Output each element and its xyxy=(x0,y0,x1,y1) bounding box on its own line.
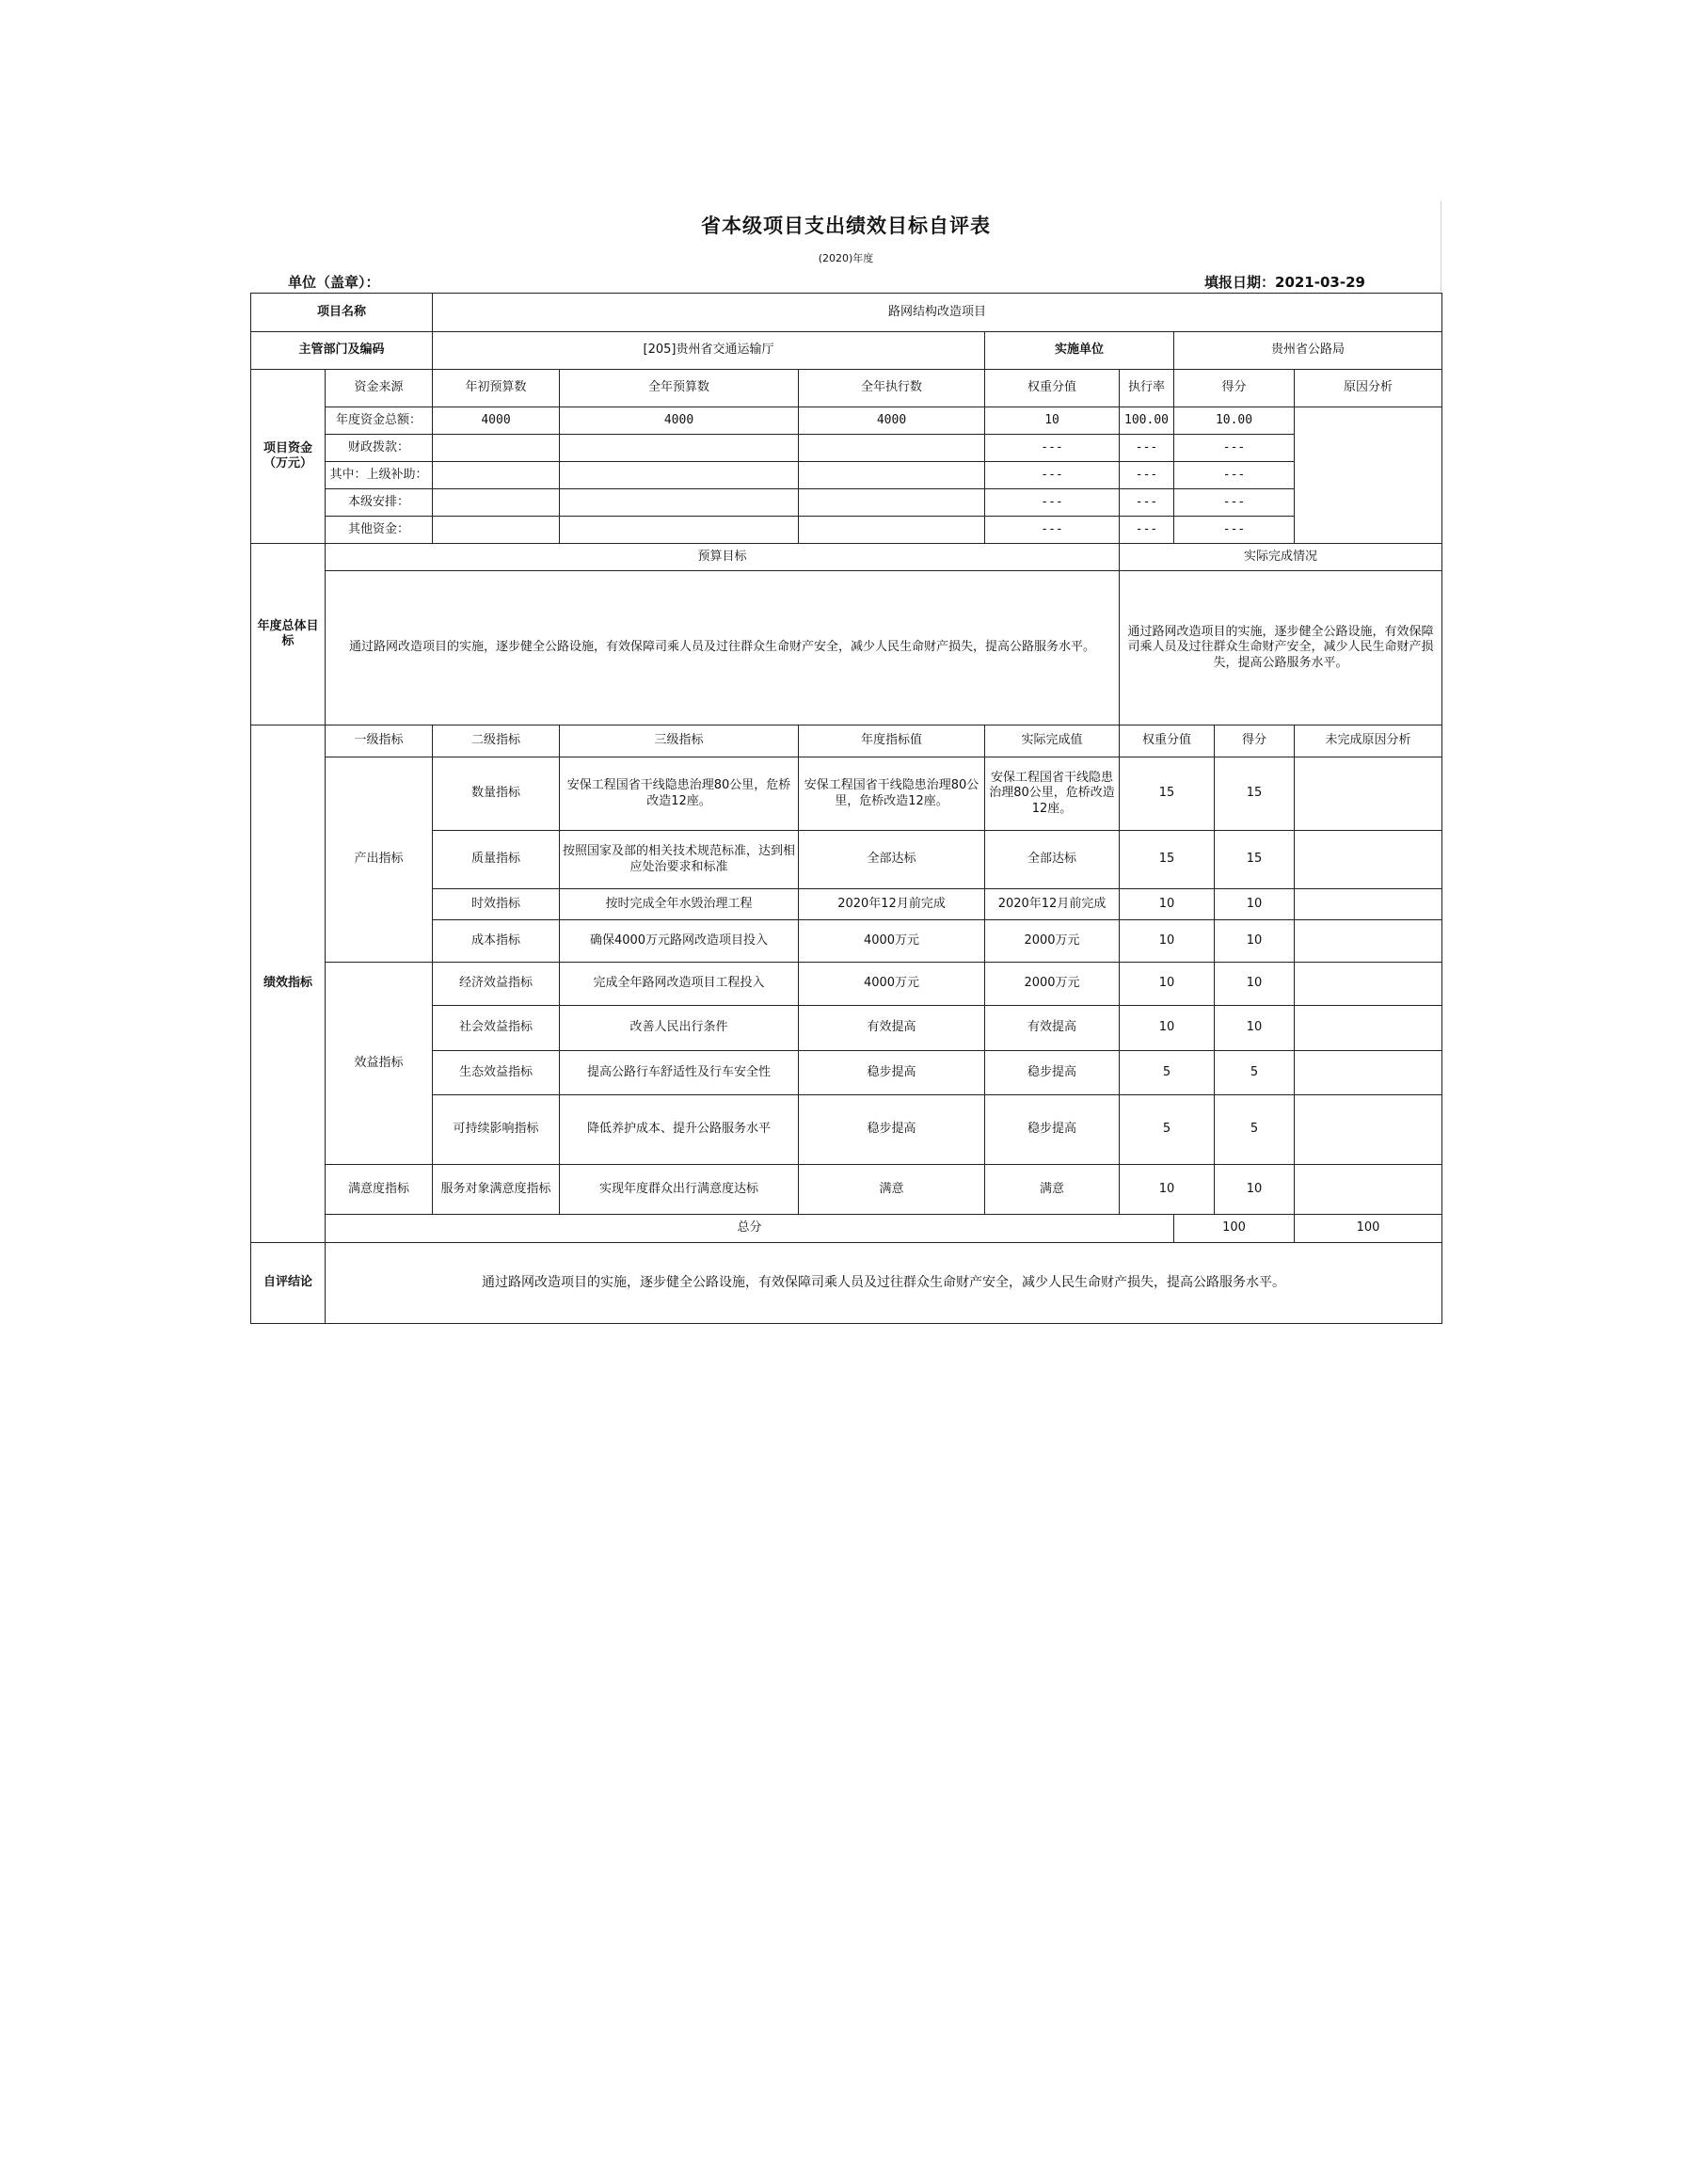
indicator-reason xyxy=(1295,920,1442,963)
indicator-reason xyxy=(1295,1051,1442,1095)
indicator-target: 满意 xyxy=(799,1165,985,1215)
indicator-target: 2020年12月前完成 xyxy=(799,889,985,920)
indicator-actual: 满意 xyxy=(985,1165,1120,1215)
department-row xyxy=(251,332,1442,370)
total-label: 总分 xyxy=(326,1215,1174,1243)
implementer-label: 实施单位 xyxy=(985,332,1174,370)
implementer-value: 贵州省公路局 xyxy=(1174,332,1442,370)
indicator-reason xyxy=(1295,757,1442,831)
funds-row xyxy=(251,489,1442,517)
indicator-level3: 按照国家及部的相关技术规范标准，达到相应处治要求和标准 xyxy=(560,831,799,889)
funds-col-source: 资金来源 xyxy=(326,370,433,407)
funds-full-year-cell: 4000 xyxy=(560,407,799,435)
indicator-score: 10 xyxy=(1215,1006,1295,1051)
funds-row xyxy=(251,517,1442,544)
annual-goal-label: 年度总体目标 xyxy=(251,544,326,725)
funds-score-cell: --- xyxy=(1174,435,1295,462)
indicator-reason xyxy=(1295,1006,1442,1051)
indicator-col-level2: 二级指标 xyxy=(433,725,560,757)
funds-score-cell: --- xyxy=(1174,489,1295,517)
indicator-level3: 完成全年路网改造项目工程投入 xyxy=(560,963,799,1006)
indicator-actual: 2000万元 xyxy=(985,920,1120,963)
indicator-weight: 10 xyxy=(1120,963,1215,1006)
indicator-level2: 时效指标 xyxy=(433,889,560,920)
funds-section-label: 项目资金（万元） xyxy=(251,370,326,544)
indicator-reason xyxy=(1295,889,1442,920)
total-score: 100 xyxy=(1295,1215,1442,1243)
form-year: (2020)年度 xyxy=(818,252,874,264)
funds-full-year-cell xyxy=(560,462,799,489)
indicator-weight: 5 xyxy=(1120,1095,1215,1165)
actual-completion-header: 实际完成情况 xyxy=(1120,544,1442,571)
indicator-col-level1: 一级指标 xyxy=(326,725,433,757)
funds-score-cell: --- xyxy=(1174,462,1295,489)
indicator-score: 10 xyxy=(1215,920,1295,963)
indicator-col-reason: 未完成原因分析 xyxy=(1295,725,1442,757)
funds-col-initial: 年初预算数 xyxy=(433,370,560,407)
funds-weight-cell: --- xyxy=(985,489,1120,517)
indicator-score: 10 xyxy=(1215,1165,1295,1215)
department-value: [205]贵州省交通运输厅 xyxy=(433,332,985,370)
actual-completion-text: 通过路网改造项目的实施，逐步健全公路设施，有效保障司乘人员及过往群众生命财产安全，减少人民生命财产损失，提高公路服务水平。 xyxy=(1120,571,1442,725)
funds-executed-cell: 4000 xyxy=(799,407,985,435)
indicator-level2: 可持续影响指标 xyxy=(433,1095,560,1165)
indicator-level1-benefit: 效益指标 xyxy=(326,963,433,1165)
funds-source-cell: 其中：上级补助： xyxy=(326,462,433,489)
funds-executed-cell xyxy=(799,489,985,517)
indicator-target: 4000万元 xyxy=(799,920,985,963)
indicator-weight: 10 xyxy=(1120,889,1215,920)
indicator-actual: 稳步提高 xyxy=(985,1095,1120,1165)
indicator-weight: 10 xyxy=(1120,1006,1215,1051)
indicator-target: 稳步提高 xyxy=(799,1051,985,1095)
indicators-header-row xyxy=(251,725,1442,757)
funds-executed-cell xyxy=(799,462,985,489)
budget-goal-text: 通过路网改造项目的实施，逐步健全公路设施，有效保障司乘人员及过往群众生命财产安全，减少人民生命财产损失，提高公路服务水平。 xyxy=(326,571,1120,725)
budget-goal-header: 预算目标 xyxy=(326,544,1120,571)
funds-initial-cell xyxy=(433,517,560,544)
project-name-label: 项目名称 xyxy=(251,294,433,332)
funds-row xyxy=(251,435,1442,462)
funds-score-cell: 10.00 xyxy=(1174,407,1295,435)
funds-rate-cell: --- xyxy=(1120,435,1174,462)
indicator-reason xyxy=(1295,963,1442,1006)
indicator-reason xyxy=(1295,1095,1442,1165)
indicators-section-label: 绩效指标 xyxy=(251,725,326,1243)
funds-row xyxy=(251,462,1442,489)
indicator-actual: 安保工程国省干线隐患治理80公里，危桥改造12座。 xyxy=(985,757,1120,831)
form-title: 省本级项目支出绩效目标自评表 xyxy=(701,215,991,237)
indicator-level2: 服务对象满意度指标 xyxy=(433,1165,560,1215)
indicator-actual: 2020年12月前完成 xyxy=(985,889,1120,920)
indicator-col-score: 得分 xyxy=(1215,725,1295,757)
funds-reason-cell xyxy=(1295,407,1442,544)
indicator-target: 全部达标 xyxy=(799,831,985,889)
funds-source-cell: 其他资金： xyxy=(326,517,433,544)
funds-full-year-cell xyxy=(560,517,799,544)
indicator-weight: 10 xyxy=(1120,1165,1215,1215)
indicator-level3: 实现年度群众出行满意度达标 xyxy=(560,1165,799,1215)
indicator-level1-output: 产出指标 xyxy=(326,757,433,963)
self-evaluation-table xyxy=(250,293,1442,1324)
indicator-score: 5 xyxy=(1215,1095,1295,1165)
funds-weight-cell: 10 xyxy=(985,407,1120,435)
funds-col-rate: 执行率 xyxy=(1120,370,1174,407)
indicator-level2: 成本指标 xyxy=(433,920,560,963)
funds-col-reason: 原因分析 xyxy=(1295,370,1442,407)
project-name-row xyxy=(251,294,1442,332)
indicator-target: 稳步提高 xyxy=(799,1095,985,1165)
funds-rate-cell: 100.00 xyxy=(1120,407,1174,435)
indicator-row xyxy=(251,963,1442,1006)
indicator-level3: 提高公路行车舒适性及行车安全性 xyxy=(560,1051,799,1095)
indicator-target: 4000万元 xyxy=(799,963,985,1006)
indicator-weight: 15 xyxy=(1120,831,1215,889)
total-row xyxy=(251,1215,1442,1243)
annual-goal-header-row xyxy=(251,544,1442,571)
funds-initial-cell xyxy=(433,489,560,517)
indicator-weight: 5 xyxy=(1120,1051,1215,1095)
funds-weight-cell: --- xyxy=(985,462,1120,489)
funds-weight-cell: --- xyxy=(985,435,1120,462)
indicator-level3: 改善人民出行条件 xyxy=(560,1006,799,1051)
funds-score-cell: --- xyxy=(1174,517,1295,544)
funds-header-row xyxy=(251,370,1442,407)
conclusion-text: 通过路网改造项目的实施，逐步健全公路设施，有效保障司乘人员及过往群众生命财产安全，减少人民生命财产损失，提高公路服务水平。 xyxy=(326,1243,1442,1324)
funds-col-score: 得分 xyxy=(1174,370,1295,407)
indicator-col-weight: 权重分值 xyxy=(1120,725,1215,757)
indicator-row xyxy=(251,1165,1442,1215)
indicator-level1-satisfaction: 满意度指标 xyxy=(326,1165,433,1215)
indicator-level3: 按时完成全年水毁治理工程 xyxy=(560,889,799,920)
indicator-col-level3: 三级指标 xyxy=(560,725,799,757)
funds-initial-cell xyxy=(433,435,560,462)
indicator-target: 安保工程国省干线隐患治理80公里，危桥改造12座。 xyxy=(799,757,985,831)
indicator-score: 15 xyxy=(1215,831,1295,889)
date-label: 填报日期：2021-03-29 xyxy=(1204,274,1365,291)
unit-label: 单位（盖章）： xyxy=(288,274,380,291)
indicator-actual: 全部达标 xyxy=(985,831,1120,889)
indicator-level3: 确保4000万元路网改造项目投入 xyxy=(560,920,799,963)
conclusion-row xyxy=(251,1243,1442,1324)
funds-row xyxy=(251,407,1442,435)
funds-source-cell: 本级安排： xyxy=(326,489,433,517)
indicator-level2: 数量指标 xyxy=(433,757,560,831)
total-weight: 100 xyxy=(1174,1215,1295,1243)
funds-weight-cell: --- xyxy=(985,517,1120,544)
indicator-target: 有效提高 xyxy=(799,1006,985,1051)
department-label: 主管部门及编码 xyxy=(251,332,433,370)
indicator-col-actual: 实际完成值 xyxy=(985,725,1120,757)
funds-source-cell: 年度资金总额： xyxy=(326,407,433,435)
funds-rate-cell: --- xyxy=(1120,462,1174,489)
conclusion-label: 自评结论 xyxy=(251,1243,326,1324)
indicator-score: 10 xyxy=(1215,963,1295,1006)
indicator-score: 15 xyxy=(1215,757,1295,831)
funds-initial-cell xyxy=(433,462,560,489)
funds-rate-cell: --- xyxy=(1120,517,1174,544)
indicator-reason xyxy=(1295,831,1442,889)
funds-executed-cell xyxy=(799,517,985,544)
indicator-level2: 社会效益指标 xyxy=(433,1006,560,1051)
indicator-row xyxy=(251,757,1442,831)
indicator-actual: 稳步提高 xyxy=(985,1051,1120,1095)
indicator-score: 5 xyxy=(1215,1051,1295,1095)
funds-col-executed: 全年执行数 xyxy=(799,370,985,407)
indicator-level3: 安保工程国省干线隐患治理80公里，危桥改造12座。 xyxy=(560,757,799,831)
indicator-actual: 2000万元 xyxy=(985,963,1120,1006)
funds-initial-cell: 4000 xyxy=(433,407,560,435)
indicator-actual: 有效提高 xyxy=(985,1006,1120,1051)
project-name-value: 路网结构改造项目 xyxy=(433,294,1442,332)
funds-col-weight: 权重分值 xyxy=(985,370,1120,407)
indicator-weight: 10 xyxy=(1120,920,1215,963)
indicator-level2: 生态效益指标 xyxy=(433,1051,560,1095)
indicator-col-target: 年度指标值 xyxy=(799,725,985,757)
funds-full-year-cell xyxy=(560,489,799,517)
funds-full-year-cell xyxy=(560,435,799,462)
indicator-level2: 经济效益指标 xyxy=(433,963,560,1006)
annual-goal-text-row xyxy=(251,571,1442,725)
funds-executed-cell xyxy=(799,435,985,462)
indicator-score: 10 xyxy=(1215,889,1295,920)
indicator-reason xyxy=(1295,1165,1442,1215)
funds-col-full-year: 全年预算数 xyxy=(560,370,799,407)
indicator-level2: 质量指标 xyxy=(433,831,560,889)
funds-rate-cell: --- xyxy=(1120,489,1174,517)
indicator-weight: 15 xyxy=(1120,757,1215,831)
funds-source-cell: 财政拨款： xyxy=(326,435,433,462)
indicator-level3: 降低养护成本、提升公路服务水平 xyxy=(560,1095,799,1165)
